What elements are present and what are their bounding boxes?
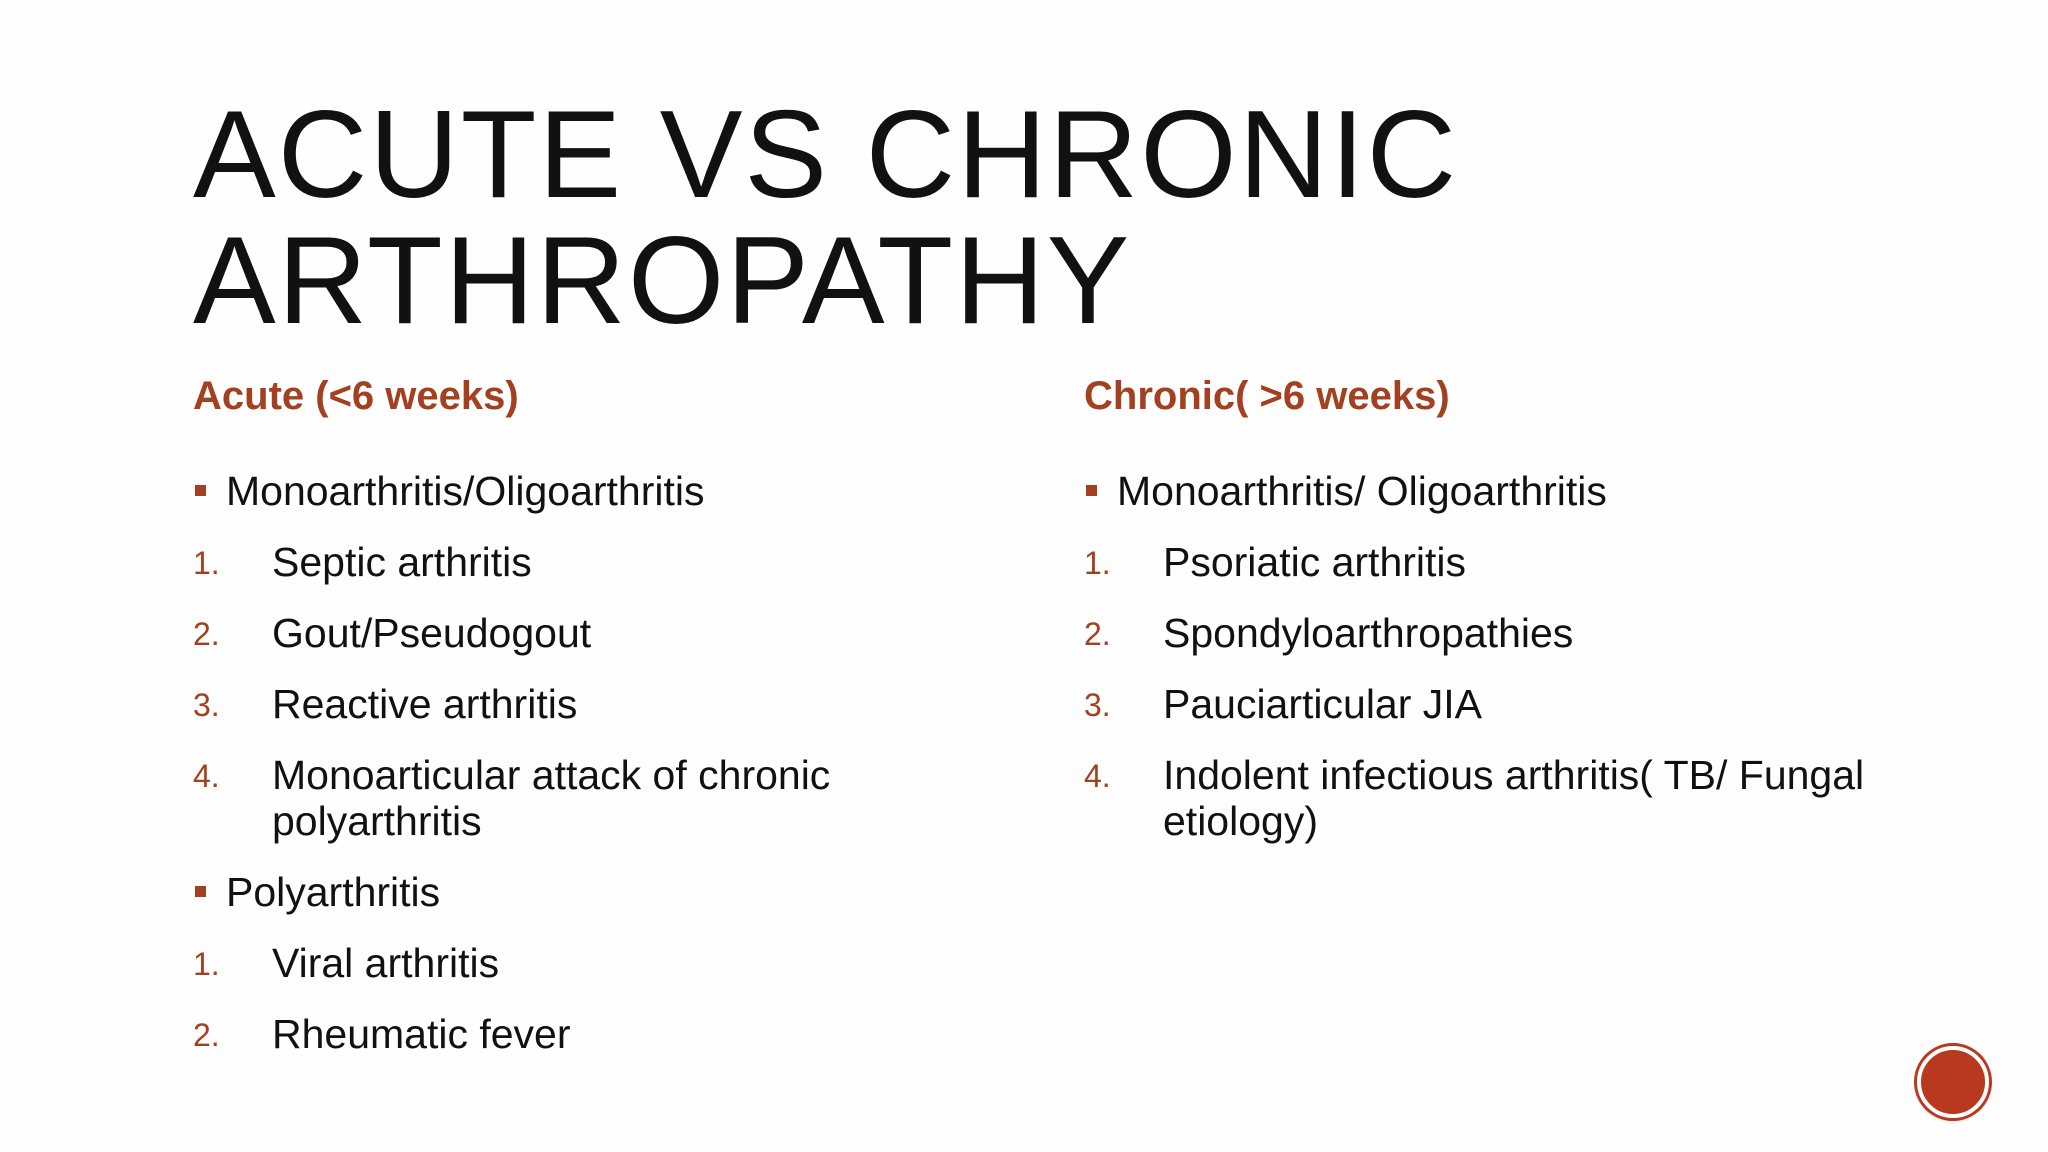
item-number: 3. [193, 687, 220, 723]
item-text: Monoarticular attack of chronic polyarthritis [272, 752, 831, 844]
acute-list [193, 468, 1023, 1082]
item-text: Monoarthritis/Oligoarthritis [226, 468, 705, 514]
title-line-1: ACUTE VS CHRONIC [193, 86, 1459, 224]
item-text: Monoarthritis/ Oligoarthritis [1117, 468, 1607, 514]
numbered-item [193, 940, 1023, 986]
bullet-item [193, 468, 1023, 514]
numbered-item [1084, 752, 1924, 844]
bullet-item [193, 869, 1023, 915]
title-line-2: ARTHROPATHY [193, 212, 1132, 350]
numbered-item [193, 681, 1023, 727]
item-number: 2. [193, 616, 220, 652]
numbered-item [193, 610, 1023, 656]
item-text: Septic arthritis [272, 539, 532, 585]
item-number: 2. [1084, 616, 1111, 652]
item-number: 2. [193, 1017, 220, 1053]
item-text: Psoriatic arthritis [1163, 539, 1467, 585]
item-number: 3. [1084, 687, 1111, 723]
numbered-item [1084, 681, 1924, 727]
item-text: Pauciarticular JIA [1163, 681, 1483, 727]
acute-heading: Acute (<6 weeks) [193, 374, 519, 418]
chronic-list [1084, 468, 1924, 869]
item-text: Polyarthritis [226, 869, 441, 915]
numbered-item [193, 752, 1023, 844]
numbered-item [1084, 539, 1924, 585]
item-number: 1. [193, 545, 220, 581]
item-text: Reactive arthritis [272, 681, 578, 727]
item-number: 1. [1084, 545, 1111, 581]
item-text: Indolent infectious arthritis( TB/ Fungal etiology) [1163, 752, 1865, 844]
item-text: Gout/Pseudogout [272, 610, 592, 656]
item-number: 4. [193, 758, 220, 794]
chronic-column [1084, 372, 1924, 844]
slide-title [193, 86, 1893, 350]
next-slide-button[interactable] [1917, 1046, 1989, 1118]
numbered-item [1084, 610, 1924, 656]
item-number: 4. [1084, 758, 1111, 794]
chronic-heading: Chronic( >6 weeks) [1084, 374, 1450, 418]
numbered-item [193, 1011, 1023, 1057]
acute-column [193, 372, 1023, 1057]
item-text: Rheumatic fever [272, 1011, 571, 1057]
bullet-item [1084, 468, 1924, 514]
square-bullet-icon [195, 485, 206, 496]
item-text: Spondyloarthropathies [1163, 610, 1574, 656]
square-bullet-icon [195, 886, 206, 897]
numbered-item [193, 539, 1023, 585]
item-text: Viral arthritis [272, 940, 500, 986]
item-number: 1. [193, 946, 220, 982]
square-bullet-icon [1086, 485, 1097, 496]
